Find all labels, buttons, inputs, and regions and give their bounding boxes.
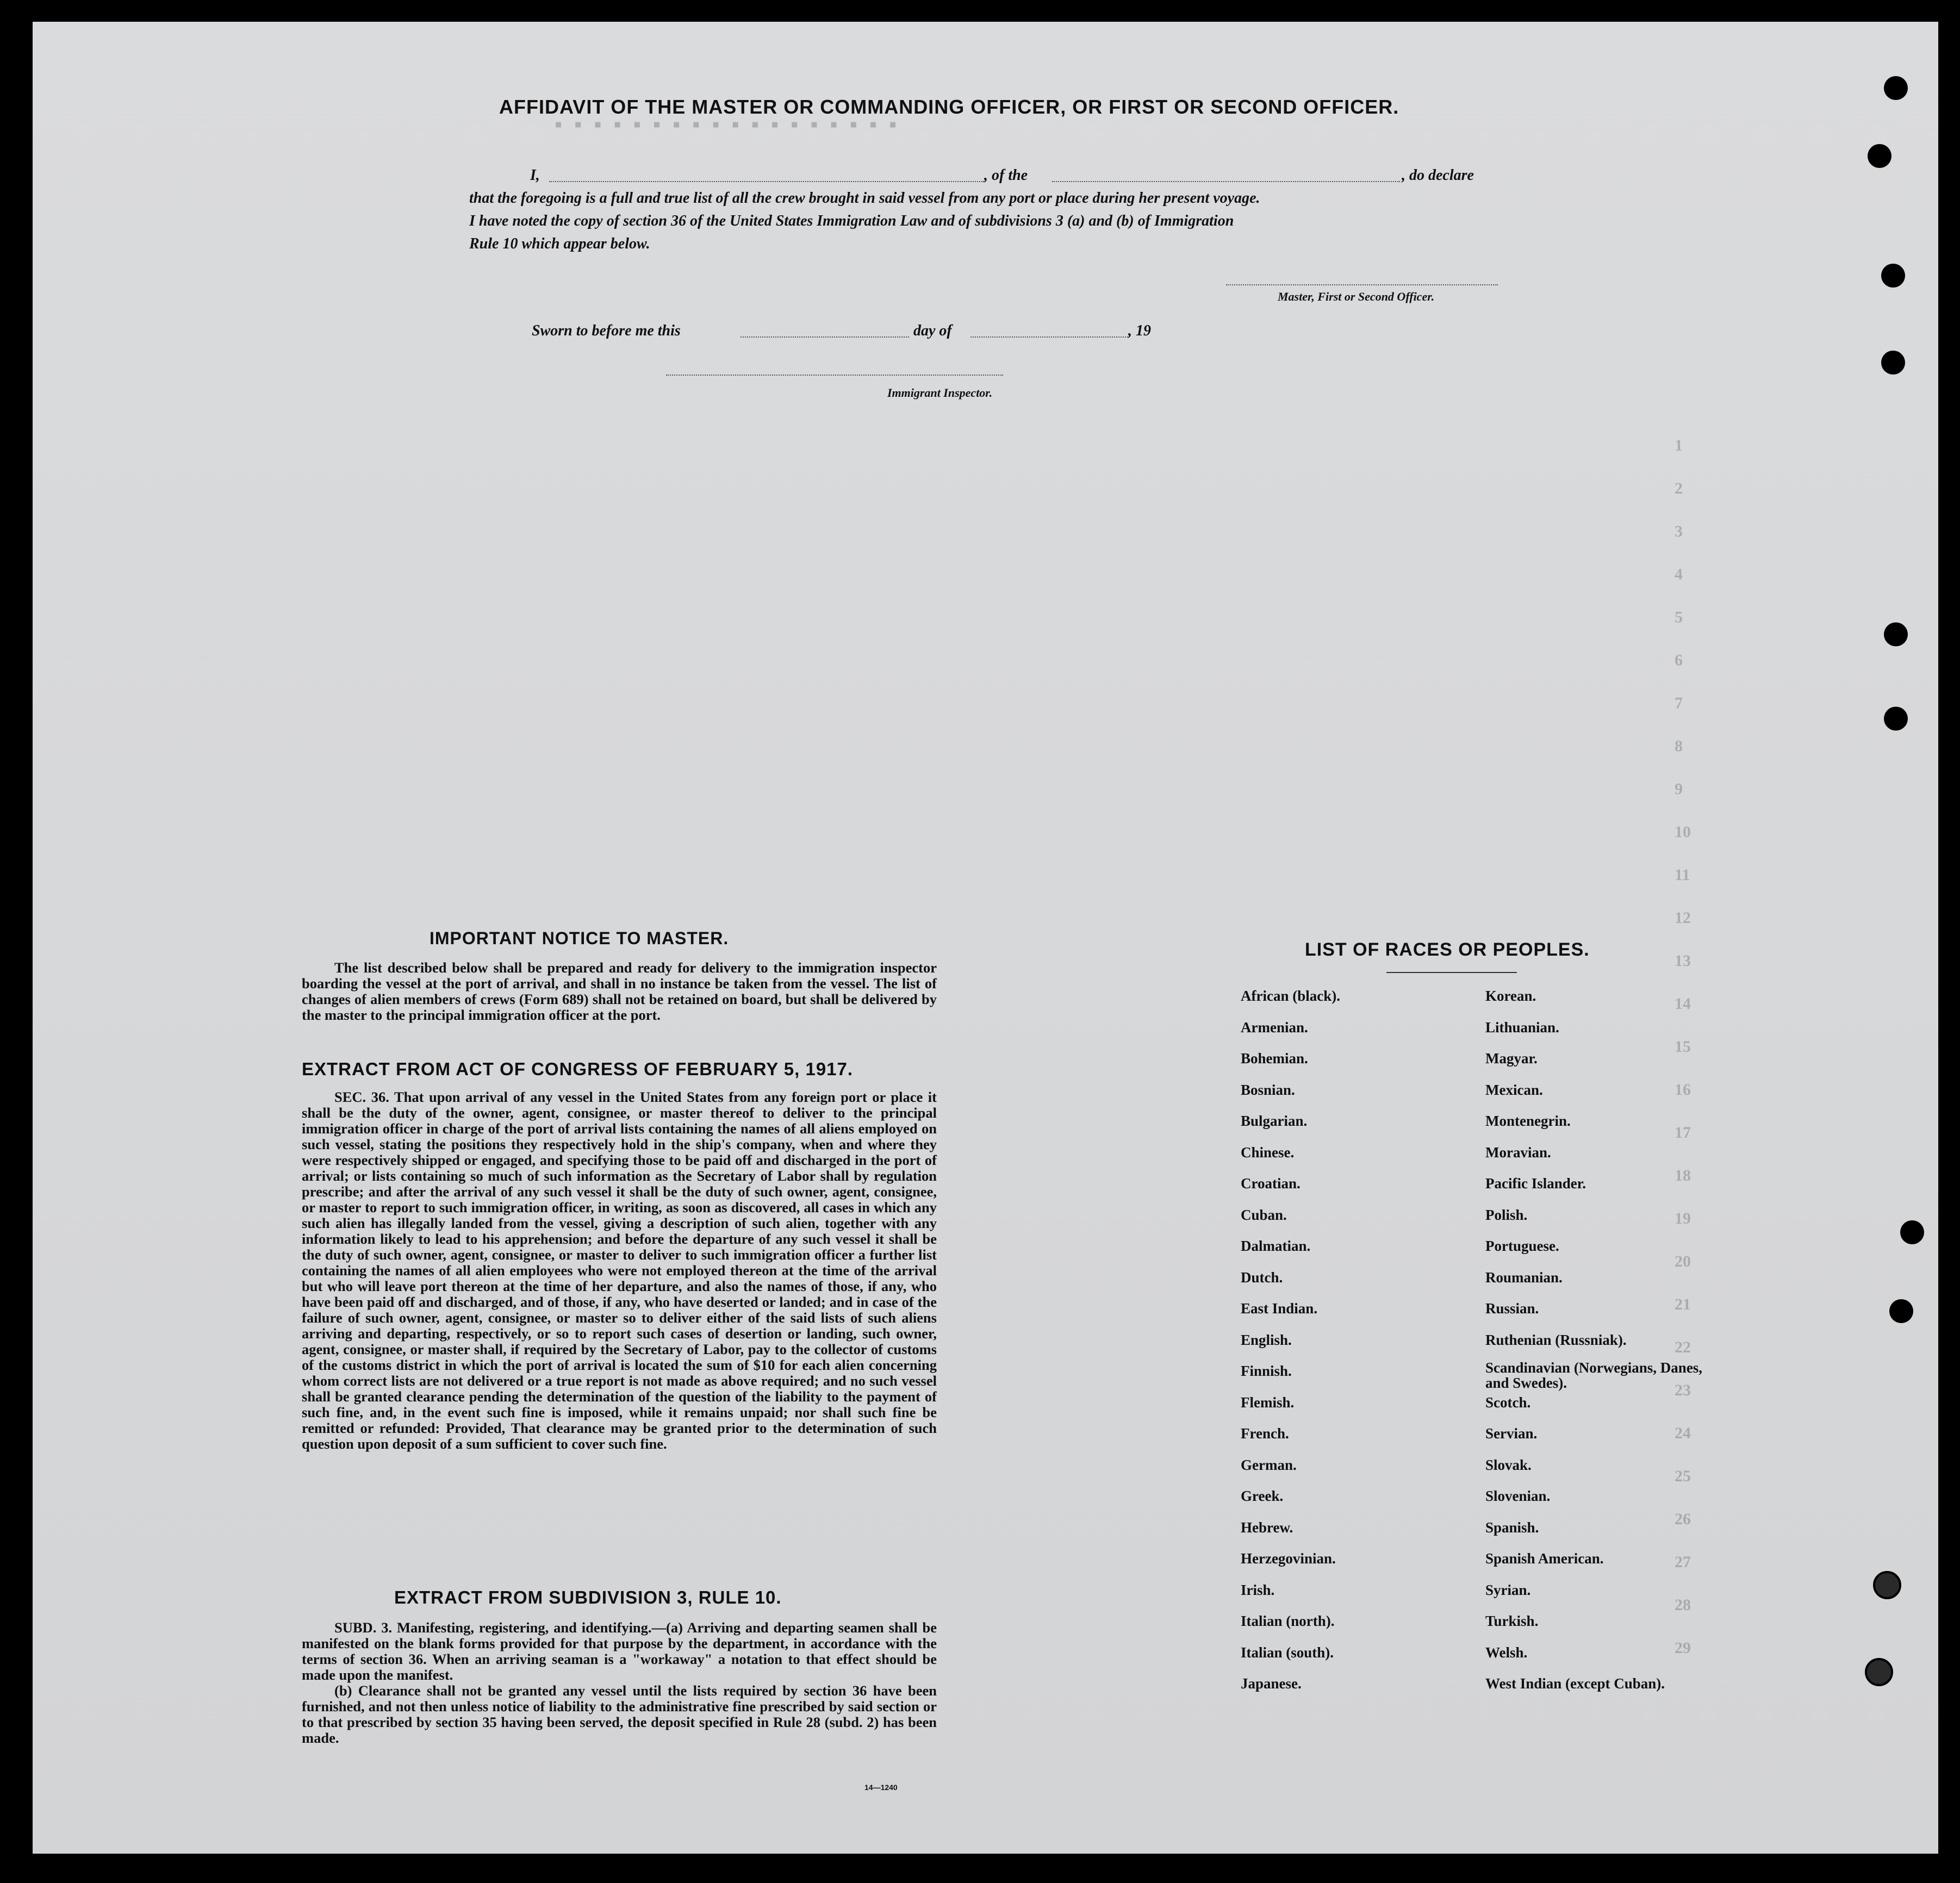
rule-extract-body <box>302 1620 937 1746</box>
binder-hole <box>1873 1571 1901 1599</box>
affidavit-title: AFFIDAVIT OF THE MASTER OR COMMANDING OFFICER, OR FIRST OR SECOND OFFICER. <box>499 96 1399 118</box>
race-item: West Indian (except Cuban). <box>1485 1675 1665 1692</box>
affidavit-of-the-label: , of the <box>984 167 1028 184</box>
sworn-day-label: day of <box>913 322 952 339</box>
race-item: Scandinavian (Norwegians, Danes, and Swedes). <box>1485 1360 1703 1391</box>
act-extract-paragraph: SEC. 36. That upon arrival of any vessel in the United States from any foreign port or place it shall be the duty of the owner, agent, consignee, or master thereof to deliver to the principal immigration officer in charge of the port of arrival lists containing the names of all aliens employed on such vessel, stating the positions they respectively hold in the ship's company, when and where they were respectively shipped or engaged, and specifying those to be paid off and discharged in the port of arrival; or lists containing so much of such information as the Secretary of Labor shall by regulation prescribe; and after the arrival of any such vessel it shall be the duty of such owner, agent, consignee, or master to report to such immigration officer, in writing, as soon as discovered, all cases in which any such alien has illegally landed from the vessel, giving a description of such alien, together with any information likely to lead to his apprehension; and before the departure of any such vessel it shall be the duty of such owner, agent, consignee, or master to deliver to such immigration officer a further list containing the names of all alien employees who were not employed thereon at the time of the arrival but who will leave port thereon at the time of her departure, and also the names of those, if any, who have been paid off and discharged, and of those, if any, who have deserted or landed; and in case of the failure of such owner, agent, consignee, or master so to deliver either of the said lists of such aliens arriving and departing, respectively, or so to report such cases of desertion or landing, such owner, agent, consignee, or master shall, if required by the Secretary of Labor, pay to the collector of customs of the customs district in which the port of arrival is located the sum of $10 for each alien concerning whom correct lists are not delivered or a true report is not made as above required; and no such vessel shall be granted clearance pending the determination of the question of the liability to the payment of such fine, and, in the event such fine is imposed, while it remains unpaid; nor shall such fine be remitted or refunded: Provided, That clearance may be granted prior to the determination of such question upon deposit of a sum sufficient to cover such fine. <box>302 1089 937 1452</box>
race-item: Polish. <box>1485 1206 1528 1223</box>
race-item: Greek. <box>1241 1488 1284 1504</box>
vessel-line <box>1052 181 1400 182</box>
notice-body <box>302 960 937 1023</box>
sworn-prefix: Sworn to before me this <box>532 322 681 339</box>
race-item: Chinese. <box>1241 1144 1295 1161</box>
race-item: Pacific Islander. <box>1485 1175 1586 1192</box>
races-heading: LIST OF RACES OR PEOPLES. <box>1305 939 1590 960</box>
binder-hole <box>1884 707 1908 731</box>
race-item: Flemish. <box>1241 1394 1295 1411</box>
inspector-signature-label: Immigrant Inspector. <box>887 386 993 400</box>
race-item: Armenian. <box>1241 1019 1308 1036</box>
rule-paragraph-a: SUBD. 3. Manifesting, registering, and identifying.—(a) Arriving and departing seamen shall be manifested on the blank forms provided for that purpose by the department, in accordance with the terms of section 36. When an arriving seaman is a "workaway" a notation to that effect should be made upon the manifest. <box>302 1619 937 1683</box>
race-item: French. <box>1241 1425 1289 1442</box>
sworn-month-line <box>970 336 1128 338</box>
race-item: Magyar. <box>1485 1050 1538 1067</box>
master-signature-label: Master, First or Second Officer. <box>1278 290 1435 303</box>
race-item: Herzegovinian. <box>1241 1550 1336 1567</box>
race-item: Croatian. <box>1241 1175 1301 1192</box>
race-item: Portuguese. <box>1485 1238 1559 1254</box>
race-item: Japanese. <box>1241 1675 1302 1692</box>
binder-hole <box>1889 1299 1913 1323</box>
race-item: Slovenian. <box>1485 1488 1551 1504</box>
races-left-column <box>1241 988 1458 1707</box>
binder-hole <box>1900 1220 1924 1244</box>
race-item: Scotch. <box>1485 1394 1531 1411</box>
notice-heading: IMPORTANT NOTICE TO MASTER. <box>430 928 729 948</box>
act-extract-body <box>302 1089 937 1452</box>
show-through-text: ▪ ▪ ▪ ▪ ▪ ▪ ▪ ▪ ▪ ▪ ▪ ▪ ▪ ▪ ▪ ▪ ▪ ▪ <box>555 112 900 136</box>
race-item: Welsh. <box>1485 1644 1528 1661</box>
race-item: Hebrew. <box>1241 1519 1293 1536</box>
race-item: Moravian. <box>1485 1144 1551 1161</box>
race-item: Dutch. <box>1241 1269 1283 1286</box>
show-through-row-numbers: 1 2 3 4 5 6 7 8 9 10 11 12 13 14 15 16 17 18 19 20 21 22 23 24 25 26 27 28 29 <box>1675 437 1691 1657</box>
notice-paragraph: The list described below shall be prepared and ready for delivery to the immigration inspector boarding the vessel at the port of arrival, and shall in no instance be taken from the vessel. The list of changes of alien members of crews (Form 689) shall not be retained on board, but shall be delivered by the master to the principal immigration officer at the port. <box>302 959 937 1023</box>
affidavit-declare-label: , do declare <box>1402 167 1474 184</box>
race-item: Servian. <box>1485 1425 1538 1442</box>
affidavit-i-label: I, <box>530 167 540 184</box>
binder-hole <box>1881 351 1905 375</box>
race-item: German. <box>1241 1456 1297 1473</box>
name-line <box>549 181 984 182</box>
binder-hole <box>1865 1658 1893 1686</box>
race-item: Roumanian. <box>1485 1269 1563 1286</box>
race-item: Lithuanian. <box>1485 1019 1559 1036</box>
master-signature-line <box>1226 284 1498 285</box>
race-item: Turkish. <box>1485 1613 1539 1629</box>
race-item: Korean. <box>1485 988 1536 1004</box>
race-item: Slovak. <box>1485 1456 1532 1473</box>
race-item: Bulgarian. <box>1241 1113 1308 1129</box>
race-item: Spanish American. <box>1485 1550 1604 1567</box>
races-right-column <box>1485 988 1714 1707</box>
race-item: Mexican. <box>1485 1081 1543 1098</box>
act-extract-heading: EXTRACT FROM ACT OF CONGRESS OF FEBRUARY 5, 1917. <box>302 1059 854 1079</box>
race-item: East Indian. <box>1241 1300 1318 1317</box>
binder-hole <box>1884 622 1908 646</box>
affidavit-line-4: Rule 10 which appear below. <box>469 235 650 252</box>
race-item: Russian. <box>1485 1300 1539 1317</box>
race-item: Dalmatian. <box>1241 1238 1311 1254</box>
race-item: English. <box>1241 1331 1292 1348</box>
rule-paragraph-b: (b) Clearance shall not be granted any vessel until the lists required by section 36 have been furnished, and not then unless notice of liability to the administrative fine prescribed by said section or to that prescribed by section 35 having been served, the deposit specified in Rule 28 (subd. 2) has been made. <box>302 1682 937 1746</box>
race-item: Bosnian. <box>1241 1081 1295 1098</box>
race-item: African (black). <box>1241 988 1340 1004</box>
race-item: Ruthenian (Russniak). <box>1485 1331 1627 1348</box>
race-item: Italian (north). <box>1241 1613 1335 1629</box>
rule-extract-heading: EXTRACT FROM SUBDIVISION 3, RULE 10. <box>394 1587 782 1607</box>
race-item: Spanish. <box>1485 1519 1539 1536</box>
race-item: Finnish. <box>1241 1363 1292 1379</box>
race-item: Syrian. <box>1485 1581 1531 1598</box>
race-item: Bohemian. <box>1241 1050 1308 1067</box>
binder-hole <box>1881 264 1905 288</box>
race-item: Montenegrin. <box>1485 1113 1571 1129</box>
affidavit-line-3: I have noted the copy of section 36 of the United States Immigration Law and of subdivisions 3 (a) and (b) of Immigration <box>469 213 1234 229</box>
race-item: Irish. <box>1241 1581 1275 1598</box>
race-item: Italian (south). <box>1241 1644 1334 1661</box>
sworn-year-label: , 19 <box>1128 322 1151 339</box>
races-heading-rule <box>1386 972 1517 973</box>
form-number: 14—1240 <box>864 1783 898 1792</box>
binder-hole <box>1884 76 1908 100</box>
binder-hole <box>1868 144 1891 168</box>
inspector-signature-line <box>666 375 1003 376</box>
affidavit-line-2: that the foregoing is a full and true list of all the crew brought in said vessel from any port or place during her present voyage. <box>469 190 1260 207</box>
sworn-day-line <box>741 336 909 338</box>
race-item: Cuban. <box>1241 1206 1287 1223</box>
